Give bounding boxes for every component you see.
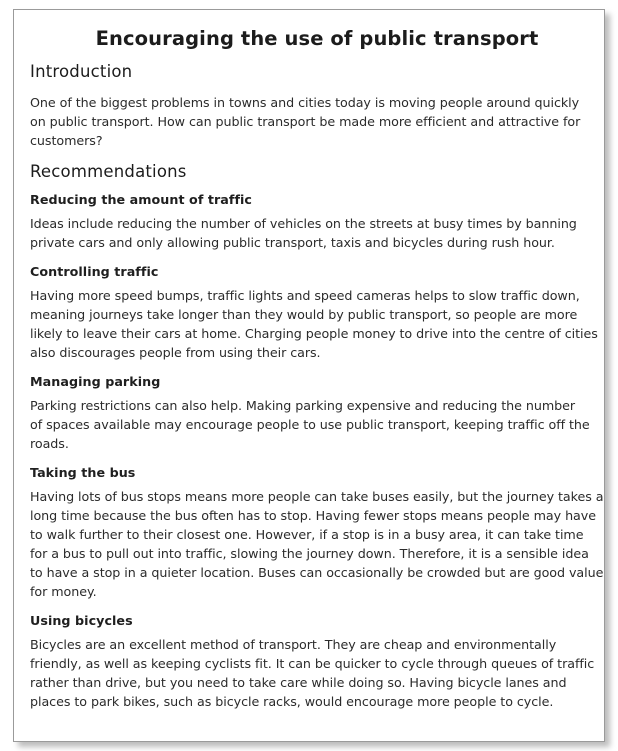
text-line: Having more speed bumps, traffic lights and speed cameras helps to slow traffic down, (30, 288, 580, 303)
text-line: Bicycles are an excellent method of transport. They are cheap and environmentally (30, 637, 557, 652)
section-heading-controlling-traffic: Controlling traffic (30, 264, 159, 279)
text-line: meaning journeys take longer than they would by public transport, so people are more (30, 307, 578, 322)
text-line: to walk further to their closest one. However, if a stop is in a busy area, it can take time (30, 527, 584, 542)
text-line: friendly, as well as keeping cyclists fit. It can be quicker to cycle through queues of traffic (30, 656, 595, 671)
text-line: of spaces available may encourage people to use public transport, keeping traffic off the (30, 417, 590, 432)
document-page (13, 9, 605, 742)
text-line: also discourages people from using their cars. (30, 345, 321, 360)
document-title: Encouraging the use of public transport (95, 27, 539, 50)
text-line: places to park bikes, such as bicycle racks, would encourage more people to cycle. (30, 694, 554, 709)
section-heading-managing-parking: Managing parking (30, 374, 161, 389)
text-line: Parking restrictions can also help. Making parking expensive and reducing the number (30, 398, 576, 413)
text-line: long time because the bus often has to stop. Having fewer stops means people may have (30, 508, 596, 523)
section-heading-taking-the-bus: Taking the bus (30, 465, 136, 480)
text-line: roads. (30, 436, 69, 451)
section-heading-using-bicycles: Using bicycles (30, 613, 133, 628)
section-paragraph-managing-parking (30, 396, 604, 453)
section-paragraph-controlling-traffic (30, 286, 604, 362)
section-paragraph-taking-the-bus (30, 487, 604, 601)
section-paragraph-using-bicycles (30, 635, 604, 711)
introduction-paragraph (30, 93, 604, 150)
text-line: Having lots of bus stops means more people can take buses easily, but the journey takes a (30, 489, 604, 504)
text-line: Ideas include reducing the number of vehicles on the streets at busy times by banning (30, 216, 577, 231)
text-line: rather than drive, but you need to take care while doing so. Having bicycle lanes and (30, 675, 567, 690)
text-line: for a bus to pull out into traffic, slowing the journey down. Therefore, it is a sensible idea (30, 546, 589, 561)
introduction-heading: Introduction (30, 62, 133, 81)
text-line: One of the biggest problems in towns and cities today is moving people around quickly (30, 95, 580, 110)
section-heading-reducing-traffic: Reducing the amount of traffic (30, 192, 253, 207)
recommendations-heading: Recommendations (30, 162, 187, 181)
text-line: to have a stop in a quieter location. Buses can occasionally be crowded but are good value (30, 565, 604, 580)
section-paragraph-reducing-traffic (30, 214, 604, 252)
text-line: likely to leave their cars at home. Charging people money to drive into the centre of cities (30, 326, 598, 341)
text-line: private cars and only allowing public transport, taxis and bicycles during rush hour. (30, 235, 555, 250)
text-line: on public transport. How can public transport be made more efficient and attractive for (30, 114, 581, 129)
text-line: for money. (30, 584, 97, 599)
text-line: customers? (30, 133, 103, 148)
